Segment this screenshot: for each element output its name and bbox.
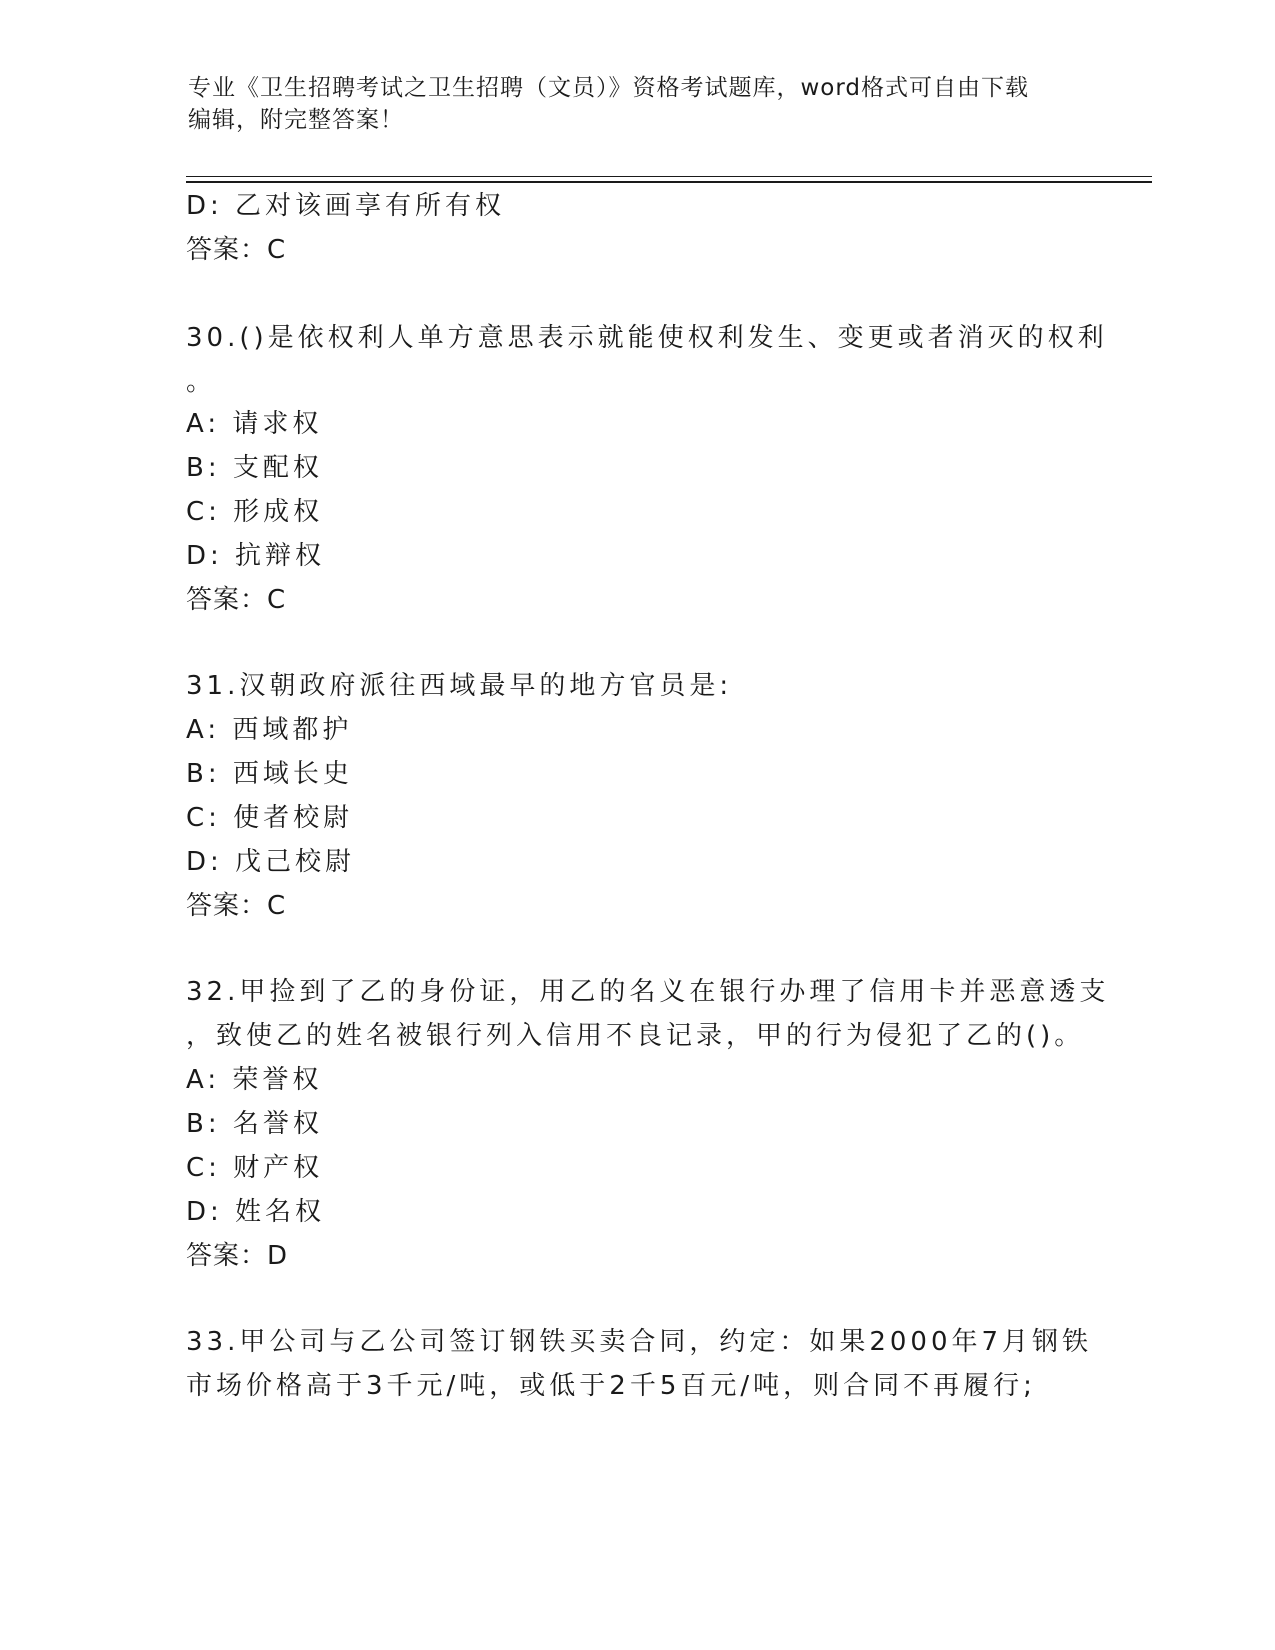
header-divider-top — [186, 176, 1152, 177]
q30-stem-line-1: 30.()是依权利人单方意思表示就能使权利发生、变更或者消灭的权利 — [186, 323, 1108, 353]
header-line-2: 编辑，附完整答案！ — [188, 107, 404, 133]
header-line-1: 专业《卫生招聘考试之卫生招聘（文员）》资格考试题库，word格式可自由下载 — [188, 75, 1030, 101]
q33-stem-line-2: 市场价格高于3千元/吨，或低于2千5百元/吨，则合同不再履行; — [186, 1371, 1036, 1401]
q30-stem-line-2: 。 — [186, 367, 217, 397]
q30-option-d: D: 抗辩权 — [186, 541, 326, 571]
q32-option-c: C: 财产权 — [186, 1153, 324, 1183]
q32-option-a: A: 荣誉权 — [186, 1065, 323, 1095]
q32-stem-line-2: ，致使乙的姓名被银行列入信用不良记录，甲的行为侵犯了乙的()。 — [186, 1021, 1085, 1051]
q32-option-b: B: 名誉权 — [186, 1109, 323, 1139]
q31-option-a: A: 西域都护 — [186, 715, 353, 745]
q30-answer: 答案：C — [186, 585, 287, 615]
q31-answer: 答案：C — [186, 891, 287, 921]
q30-option-c: C: 形成权 — [186, 497, 324, 527]
prev-answer: 答案：C — [186, 235, 287, 265]
q32-stem-line-1: 32.甲捡到了乙的身份证，用乙的名义在银行办理了信用卡并恶意透支 — [186, 977, 1110, 1007]
q31-stem-line-1: 31.汉朝政府派往西域最早的地方官员是: — [186, 671, 733, 701]
q32-option-d: D: 姓名权 — [186, 1197, 326, 1227]
q32-answer: 答案：D — [186, 1241, 289, 1271]
q30-option-a: A: 请求权 — [186, 409, 323, 439]
q31-option-b: B: 西域长史 — [186, 759, 353, 789]
q31-option-c: C: 使者校尉 — [186, 803, 354, 833]
q33-stem-line-1: 33.甲公司与乙公司签订钢铁买卖合同，约定：如果2000年7月钢铁 — [186, 1327, 1093, 1357]
document-header — [188, 72, 1068, 136]
q31-option-d: D: 戊己校尉 — [186, 847, 356, 877]
header-divider-bottom — [186, 181, 1152, 183]
q30-option-b: B: 支配权 — [186, 453, 323, 483]
prev-option-d: D: 乙对该画享有所有权 — [186, 191, 506, 221]
